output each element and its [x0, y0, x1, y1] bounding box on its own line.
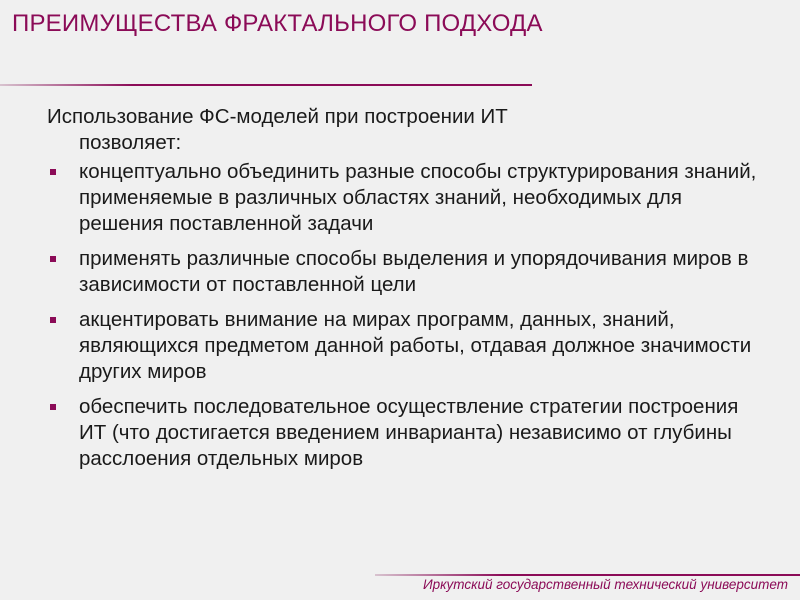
- bullet-text: концептуально объединить разные способы структурирования знаний, применяемые в различных областях знаний, необходимых для решения поставленной задачи: [79, 160, 757, 235]
- bullet-item: [47, 246, 757, 298]
- title-divider: [0, 84, 532, 86]
- bullet-text: акцентировать внимание на мирах программ, данных, знаний, являющихся предметом данной работы, отдавая должное значимости других миров: [79, 308, 752, 383]
- bullet-square-icon: [50, 404, 56, 410]
- bullet-text: применять различные способы выделения и упорядочивания миров в зависимости от поставленной цели: [79, 247, 749, 296]
- slide-content: [47, 104, 757, 481]
- bullet-square-icon: [50, 169, 56, 175]
- bullet-square-icon: [50, 256, 56, 262]
- bullet-square-icon: [50, 317, 56, 323]
- footer-institution: Иркутский государственный технический университет: [422, 577, 788, 592]
- bullet-item: [47, 394, 757, 472]
- footer-divider: [375, 574, 800, 576]
- intro-text: [47, 104, 757, 156]
- bullet-item: [47, 159, 757, 237]
- bullet-item: [47, 307, 757, 385]
- bullet-text: обеспечить последовательное осуществление стратегии построения ИТ (что достигается введением инварианта) независимо от глубины расслоения отдельных миров: [79, 395, 739, 470]
- intro-line-1: Использование ФС-моделей при построении ИТ: [47, 105, 508, 128]
- bullet-list: [47, 159, 757, 472]
- slide-title: ПРЕИМУЩЕСТВА ФРАКТАЛЬНОГО ПОДХОДА: [12, 10, 543, 37]
- footer: [375, 570, 800, 600]
- intro-line-2: позволяет:: [79, 131, 182, 154]
